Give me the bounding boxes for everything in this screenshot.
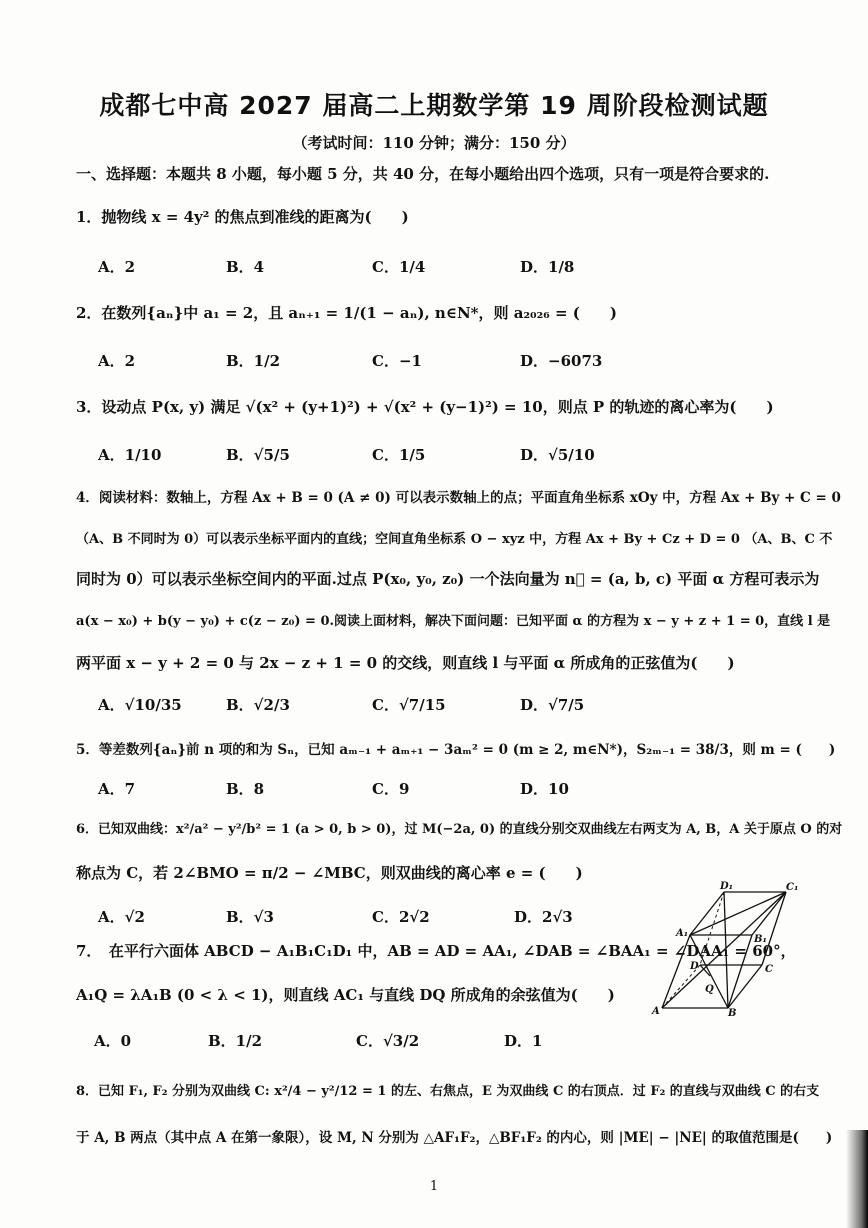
question-7-line-2: A₁Q = λA₁B (0 < λ < 1)，则直线 AC₁ 与直线 DQ 所成角的余弦值为( ) — [76, 986, 615, 1004]
q2-option-c: C．−1 — [372, 352, 422, 370]
label-a1: A₁ — [676, 928, 689, 939]
q5-option-a: A．7 — [98, 780, 136, 798]
edge-bc — [728, 965, 762, 1008]
exam-info: （考试时间：110 分钟；满分：150 分） — [292, 134, 576, 152]
question-4-line-2: （A、B 不同时为 0）可以表示坐标平面内的直线；空间直角坐标系 O − xyz 中，方程 Ax + By + Cz + D = 0 （A、B、C 不 — [76, 532, 833, 547]
label-b1: B₁ — [754, 934, 767, 945]
label-b: B — [728, 1008, 737, 1019]
q1-option-a: A．2 — [98, 258, 136, 276]
question-8-line-1: 8．已知 F₁, F₂ 分别为双曲线 C: x²/4 − y²/12 = 1 的左、右焦点，E 为双曲线 C 的右顶点．过 F₂ 的直线与双曲线 C 的右支 — [76, 1084, 820, 1099]
q7-option-c: C．√3/2 — [356, 1032, 420, 1050]
question-1-text: 1．抛物线 x = 4y² 的焦点到准线的距离为( ) — [76, 208, 409, 226]
question-4-line-1: 4．阅读材料：数轴上，方程 Ax + B = 0 (A ≠ 0) 可以表示数轴上的点；平面直角坐标系 xOy 中，方程 Ax + By + C = 0 — [76, 490, 841, 506]
q3-option-d: D．√5/10 — [520, 446, 595, 464]
question-7-line-1: 7． 在平行六面体 ABCD − A₁B₁C₁D₁ 中，AB = AD = AA₁, ∠DAB = ∠BAA₁ = ∠DAA₁ = 60°， — [76, 942, 796, 960]
q2-option-b: B．1/2 — [226, 352, 281, 370]
q2-option-a: A．2 — [98, 352, 136, 370]
question-4-line-3: 同时为 0）可以表示坐标空间内的平面.过点 P(x₀, y₀, z₀) 一个法向量为 n⃗ = (a, b, c) 平面 α 方程可表示为 — [76, 570, 820, 588]
q3-option-b: B．√5/5 — [226, 446, 290, 464]
q3-option-a: A．1/10 — [98, 446, 162, 464]
q6-option-c: C．2√2 — [372, 908, 430, 926]
q3-option-c: C．1/5 — [372, 446, 426, 464]
q7-option-a: A．0 — [94, 1032, 132, 1050]
edge-b1b — [728, 935, 752, 1008]
page-number: 1 — [429, 1179, 439, 1194]
q7-option-d: D．1 — [504, 1032, 543, 1050]
label-d: D — [690, 961, 699, 972]
edge-d1a1 — [690, 892, 724, 935]
segment-a1c1 — [690, 892, 786, 935]
label-c1: C₁ — [786, 882, 799, 893]
edge-c1b1 — [752, 892, 786, 935]
label-q: Q — [705, 984, 714, 995]
scan-edge-shadow — [846, 1130, 868, 1228]
q5-option-c: C．9 — [372, 780, 410, 798]
q2-option-d: D．−6073 — [520, 352, 603, 370]
label-c: C — [765, 964, 773, 975]
parallelepiped-figure — [650, 880, 810, 1020]
edge-a1a — [662, 935, 690, 1008]
question-5-text: 5．等差数列{aₙ}前 n 项的和为 Sₙ，已知 aₘ₋₁ + aₘ₊₁ − 3aₘ² = 0 (m ≥ 2, m∈N*)，S₂ₘ₋₁ = 38/3，则 m = ( ) — [76, 742, 836, 758]
question-6-line-1: 6．已知双曲线：x²/a² − y²/b² = 1 (a > 0, b > 0)，过 M(−2a, 0) 的直线分别交双曲线左右两支为 A, B，A 关于原点 O 的对 — [76, 822, 843, 837]
question-4-line-4: a(x − x₀) + b(y − y₀) + c(z − z₀) = 0.阅读上面材料，解决下面问题：已知平面 α 的方程为 x − y + z + 1 = 0，直线 l 是 — [76, 614, 831, 629]
q4-option-a: A．√10/35 — [98, 696, 182, 714]
q1-option-b: B．4 — [226, 258, 265, 276]
q1-option-d: D．1/8 — [520, 258, 575, 276]
question-6-line-2: 称点为 C，若 2∠BMO = π/2 − ∠MBC，则双曲线的离心率 e = ( ) — [76, 864, 583, 882]
q6-option-a: A．√2 — [98, 908, 145, 926]
q1-option-c: C．1/4 — [372, 258, 426, 276]
q5-option-d: D．10 — [520, 780, 569, 798]
q6-option-b: B．√3 — [226, 908, 274, 926]
q4-option-c: C．√7/15 — [372, 696, 446, 714]
q5-option-b: B．8 — [226, 780, 265, 798]
q6-option-d: D．2√3 — [514, 908, 573, 926]
question-3-text: 3．设动点 P(x, y) 满足 √(x² + (y+1)²) + √(x² + (y−1)²) = 10，则点 P 的轨迹的离心率为( ) — [76, 398, 774, 416]
label-a: A — [652, 1006, 660, 1017]
label-d1: D₁ — [720, 881, 734, 892]
question-8-line-2: 于 A, B 两点（其中点 A 在第一象限），设 M, N 分别为 △AF₁F₂，△BF₁F₂ 的内心，则 |ME| − |NE| 的取值范围是( ) — [76, 1130, 833, 1146]
question-2-text: 2．在数列{aₙ}中 a₁ = 2，且 aₙ₊₁ = 1/(1 − aₙ), n∈N*，则 a₂₀₂₆ = ( ) — [76, 304, 617, 322]
page-title: 成都七中高 2027 届高二上期数学第 19 周阶段检测试题 — [99, 91, 769, 120]
section-heading: 一、选择题：本题共 8 小题，每小题 5 分，共 40 分，在每小题给出四个选项，只有一项是符合要求的. — [76, 165, 770, 183]
q4-option-d: D．√7/5 — [520, 696, 585, 714]
q7-option-b: B．1/2 — [208, 1032, 263, 1050]
question-4-line-5: 两平面 x − y + 2 = 0 与 2x − z + 1 = 0 的交线，则直线 l 与平面 α 所成角的正弦值为( ) — [76, 654, 735, 672]
q4-option-b: B．√2/3 — [226, 696, 290, 714]
